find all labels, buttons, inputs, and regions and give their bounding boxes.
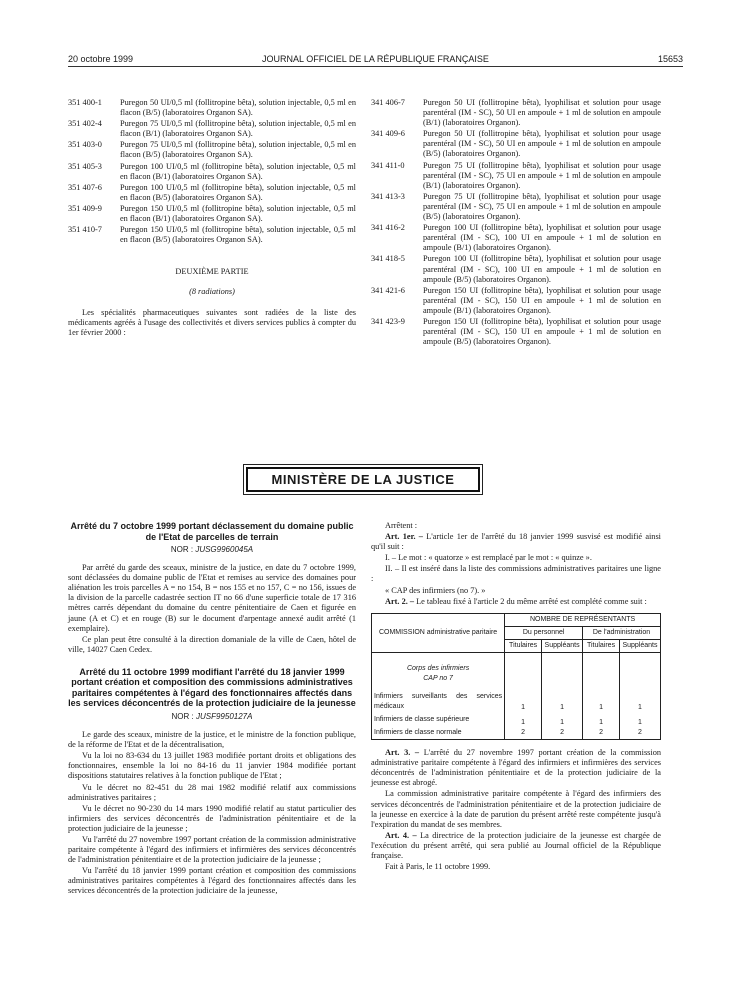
arrete2-paragraph: Le garde des sceaux, ministre de la justice, et le ministre de la fonction publique, de la réforme de l'Etat et de la décentralisation, bbox=[68, 730, 356, 750]
entry-code: 351 410-7 bbox=[68, 225, 102, 235]
article-label: Art. 3. – bbox=[385, 748, 420, 758]
entry-text: Puregon 150 UI/0,5 ml (follitropine bêta), solution injectable, 0,5 ml en flacon (B/1) (laboratoires Organon SA). bbox=[120, 203, 356, 224]
entry-code: 351 400-1 bbox=[68, 98, 102, 107]
entry-code: 341 421-6 bbox=[371, 285, 405, 295]
paragraph-cap: « CAP des infirmiers (no 7). » bbox=[385, 585, 486, 595]
medication-entry bbox=[371, 161, 661, 191]
partie-text: Les spécialités pharmaceutiques suivantes sont radiées de la liste des médicaments agréés à l'usage des collectivités et divers services publics à compter du 1er février 2000 : bbox=[68, 307, 356, 337]
page-number: 15653 bbox=[657, 54, 683, 64]
entry-code: 341 413-3 bbox=[371, 191, 405, 201]
medication-entry bbox=[68, 183, 356, 203]
article-3 bbox=[371, 748, 661, 788]
table-cell: 1 bbox=[599, 704, 603, 712]
medication-entry bbox=[371, 286, 661, 316]
medication-entry bbox=[371, 223, 661, 253]
left-entries-list bbox=[68, 98, 356, 245]
row-label: Infirmiers surveillants des services médicaux bbox=[374, 693, 503, 711]
article-label: Art. 2. – bbox=[385, 596, 415, 606]
paragraph-ii: II. – Il est inséré dans la liste des commissions administratives paritaires une ligne : bbox=[371, 564, 661, 584]
medication-entry bbox=[68, 225, 356, 245]
right-upper-column bbox=[371, 98, 661, 348]
medication-entry bbox=[68, 140, 356, 160]
article-label: Art. 1er. – bbox=[385, 532, 423, 542]
arrete2-paragraph: Vu l'arrêté du 27 novembre 1997 portant création de la commission administrative paritaire compétente à l'égard des infirmiers et infirmières des services déconcentrés de l'administration pénitentiaire et de la protection judiciaire de la jeunesse ; bbox=[68, 834, 356, 865]
commission-paragraph: La commission administrative paritaire compétente à l'égard des infirmiers des services déconcentrés de l'administration pénitentiaire et de la protection judiciaire de la jeunesse en exercice à la date de parution du présent arrêté reste compétente jusqu'à l'expiration du mandat de ses membres. bbox=[371, 789, 661, 829]
medication-entry bbox=[68, 204, 356, 224]
arrete2-title: Arrêté du 11 octobre 1999 modifiant l'arrêté du 18 janvier 1999 portant création et composition des commissions administratives paritaires compétentes à l'égard des fonctionnaires affectés dans les services déconcentrés de la protection judiciaire de la jeunesse bbox=[68, 666, 356, 709]
header-rule bbox=[68, 66, 683, 67]
entry-code: 341 406-7 bbox=[371, 98, 405, 107]
ministry-title: MINISTÈRE DE LA JUSTICE bbox=[246, 467, 480, 492]
entry-text: Puregon 75 UI/0,5 ml (follitropine bêta), solution injectable, 0,5 ml en flacon (B/1) (laboratoires Organon SA). bbox=[120, 119, 356, 139]
partie-subtitle: (8 radiations) bbox=[189, 287, 235, 297]
table-body-labels bbox=[372, 653, 505, 740]
entry-text: Puregon 75 UI/0,5 ml (follitropine bêta), solution injectable, 0,5 ml en flacon (B/5) (laboratoires Organon SA). bbox=[120, 140, 356, 160]
entry-code: 351 407-6 bbox=[68, 182, 102, 192]
entry-code: 351 403-0 bbox=[68, 140, 102, 150]
table-cell: 2 bbox=[560, 729, 565, 737]
article-text: La directrice de la protection judiciaire de la jeunesse est chargée de l'exécution du présent arrêté, qui sera publié au Journal officiel de la République française. bbox=[371, 830, 661, 860]
medication-entry bbox=[68, 162, 356, 182]
entry-text: Puregon 100 UI (follitropine bêta), lyophilisat et solution pour usage parentéral (IM - SC), 100 UI en ampoule + 1 ml de solution en ampoule (B/1) (laboratoires Organon). bbox=[423, 223, 661, 253]
left-upper-column bbox=[68, 98, 356, 339]
article-text: L'arrêté du 27 novembre 1997 portant création de la commission administrative paritaire compétente à l'égard des infirmiers et infirmières des services déconcentrés de l'administration pénitentiaire et de la protection judiciaire de la jeunesse est abrogé. bbox=[371, 748, 661, 788]
entry-text: Puregon 50 UI (follitropine bêta), lyophilisat et solution pour usage parentéral (IM - SC), 50 UI en ampoule + 1 ml de solution en ampoule (B/5) (laboratoires Organon). bbox=[423, 129, 661, 159]
entry-code: 351 405-3 bbox=[68, 161, 102, 171]
medication-entry bbox=[371, 98, 661, 128]
arrete1-paragraph: Ce plan peut être consulté à la direction domaniale de la ville de Caen, hôtel de ville, 14027 Caen Cedex. bbox=[68, 634, 356, 654]
entry-text: Puregon 150 UI (follitropine bêta), lyophilisat et solution pour usage parentéral (IM - SC), 150 UI en ampoule + 1 ml de solution en ampoule (B/5) (laboratoires Organon). bbox=[423, 316, 661, 347]
entry-code: 341 418-5 bbox=[371, 254, 405, 264]
header-date: 20 octobre 1999 bbox=[68, 54, 134, 64]
table-header-commission: COMMISSION administrative paritaire bbox=[372, 613, 505, 652]
right-entries-list bbox=[371, 98, 661, 347]
entry-text: Puregon 100 UI/0,5 ml (follitropine bêta), solution injectable, 0,5 ml en flacon (B/5) (laboratoires Organon SA). bbox=[120, 182, 356, 202]
ministry-banner bbox=[243, 464, 483, 495]
table-subheader-personnel: Du personnel bbox=[505, 626, 583, 639]
corps-title: Corps des infirmiers bbox=[406, 665, 470, 673]
partie-title: DEUXIÈME PARTIE bbox=[175, 267, 249, 277]
arretent: Arrêtent : bbox=[385, 521, 418, 530]
table-cell: 1 bbox=[599, 719, 603, 727]
journal-title: JOURNAL OFFICIEL DE LA RÉPUBLIQUE FRANÇAISE bbox=[262, 54, 489, 64]
table-cell: 1 bbox=[638, 704, 642, 712]
arrete2-paragraph: Vu le décret no 82-451 du 28 mai 1982 modifié relatif aux commissions administratives paritaires ; bbox=[68, 782, 356, 802]
arrete2-paragraph: Vu l'arrêté du 18 janvier 1999 portant création et composition des commissions administratives paritaires compétentes à l'égard des fonctionnaires affectés dans les services déconcentrés de la protection judiciaire de la jeunesse, bbox=[68, 866, 356, 896]
entry-text: Puregon 50 UI (follitropine bêta), lyophilisat et solution pour usage parentéral (IM - SC), 50 UI en ampoule + 1 ml de solution en ampoule (B/1) (laboratoires Organon). bbox=[423, 98, 661, 128]
table-header-titulaires: Titulaires bbox=[505, 639, 542, 652]
right-lower-column bbox=[371, 521, 661, 873]
table-header-suppleants: Suppléants bbox=[619, 639, 660, 652]
nor-code: JUSG9960045A bbox=[195, 545, 254, 554]
entry-code: 351 409-9 bbox=[68, 203, 102, 213]
table-cell: 1 bbox=[521, 704, 526, 712]
article-4 bbox=[371, 831, 661, 861]
entry-text: Puregon 50 UI/0,5 ml (follitropine bêta), solution injectable, 0,5 ml en flacon (B/5) (laboratoires Organon SA). bbox=[120, 98, 356, 118]
nor-code: JUSF9950127A bbox=[195, 711, 253, 721]
paragraph-i: I. – Le mot : « quatorze » est remplacé par le mot : « quinze ». bbox=[385, 553, 592, 563]
table-subheader-admin: De l'administration bbox=[583, 626, 661, 639]
medication-entry bbox=[68, 98, 356, 118]
article-label: Art. 4. – bbox=[385, 830, 417, 840]
arrete1-nor bbox=[68, 545, 356, 555]
row-label: Infirmiers de classe supérieure bbox=[374, 716, 470, 724]
table-col-values bbox=[505, 653, 542, 740]
entry-text: Puregon 100 UI/0,5 ml (follitropine bêta), solution injectable, 0,5 ml en flacon (B/1) (laboratoires Organon SA). bbox=[120, 161, 356, 181]
arrete1-paragraph: Par arrêté du garde des sceaux, ministre de la justice, en date du 7 octobre 1999, sont déclassées du domaine public de l'Etat et remises au service des domaines pour aliénation les trois parcelles A = no 154, B = nos 155 et no 157, C = no 156, issues de la division de la parcelle cadastrée section IT no 66 d'une superficie totale de 17 316 mètres carrés dépendant du domaine du centre pénitentiaire de Caen et figurée en jaune (A et C) et en rouge (B) sur le document d'arpentage annexé audit arrêté (1 exemplaire). bbox=[68, 563, 356, 633]
entry-code: 341 416-2 bbox=[371, 223, 405, 233]
table-col-values bbox=[583, 653, 620, 740]
table-cell: 2 bbox=[599, 729, 603, 737]
medication-entry bbox=[371, 129, 661, 159]
table-cell: 1 bbox=[638, 719, 642, 727]
medication-entry bbox=[371, 192, 661, 222]
table-cell: 1 bbox=[560, 704, 565, 712]
table-cell: 2 bbox=[638, 729, 642, 737]
entry-text: Puregon 150 UI/0,5 ml (follitropine bêta), solution injectable, 0,5 ml en flacon (B/5) (laboratoires Organon SA). bbox=[120, 225, 356, 245]
table-col-values bbox=[619, 653, 660, 740]
article-text: Le tableau fixé à l'article 2 du même arrêté est complété comme suit : bbox=[416, 596, 647, 606]
medication-entry bbox=[68, 119, 356, 139]
entry-code: 341 411-0 bbox=[371, 160, 405, 170]
article-2 bbox=[371, 597, 661, 607]
table-header-group: NOMBRE DE REPRÉSENTANTS bbox=[505, 613, 661, 626]
entry-text: Puregon 75 UI (follitropine bêta), lyophilisat et solution pour usage parentéral (IM - SC), 75 UI en ampoule + 1 ml de solution en ampoule (B/5) (laboratoires Organon). bbox=[423, 191, 661, 222]
entry-text: Puregon 75 UI (follitropine bêta), lyophilisat et solution pour usage parentéral (IM - SC), 75 UI en ampoule + 1 ml de solution en ampoule (B/1) (laboratoires Organon). bbox=[423, 160, 661, 190]
nor-label: NOR : bbox=[171, 711, 196, 721]
table-header-suppleants: Suppléants bbox=[542, 639, 583, 652]
entry-code: 341 423-9 bbox=[371, 316, 405, 326]
left-lower-column bbox=[68, 521, 356, 898]
medication-entry bbox=[371, 317, 661, 347]
table-col-values bbox=[542, 653, 583, 740]
entry-text: Puregon 100 UI (follitropine bêta), lyophilisat et solution pour usage parentéral (IM - SC), 100 UI en ampoule + 1 ml de solution en ampoule (B/5) (laboratoires Organon). bbox=[423, 254, 661, 284]
signature-line: Fait à Paris, le 11 octobre 1999. bbox=[385, 862, 491, 872]
row-label: Infirmiers de classe normale bbox=[374, 729, 462, 737]
corps-cap: CAP no 7 bbox=[423, 675, 453, 683]
entry-text: Puregon 150 UI (follitropine bêta), lyophilisat et solution pour usage parentéral (IM - SC), 150 UI en ampoule + 1 ml de solution en ampoule (B/1) (laboratoires Organon). bbox=[423, 285, 661, 315]
arrete2-nor bbox=[68, 712, 356, 722]
arrete2-paragraph: Vu la loi no 83-634 du 13 juillet 1983 modifiée portant droits et obligations des fonctionnaires, ensemble la loi no 84-16 du 11 janvier 1984 modifiée portant dispositions statutaires relatives à la fonction publique de l'Etat ; bbox=[68, 751, 356, 781]
entry-code: 341 409-6 bbox=[371, 129, 405, 139]
arrete2-paragraph: Vu le décret no 90-230 du 14 mars 1990 modifié relatif au statut particulier des infirmiers des services déconcentrés de l'administration pénitentiaire et de la protection judiciaire de la jeunesse ; bbox=[68, 803, 356, 833]
article-text: L'article 1er de l'arrêté du 18 janvier 1999 susvisé est modifié ainsi qu'il suit : bbox=[371, 532, 661, 552]
entry-code: 351 402-4 bbox=[68, 119, 102, 129]
arrete1-title: Arrêté du 7 octobre 1999 portant déclassement du domaine public de l'Etat de parcelles de terrain bbox=[70, 521, 354, 542]
article-1 bbox=[371, 532, 661, 552]
table-cell: 1 bbox=[521, 719, 526, 727]
representatives-table bbox=[371, 613, 661, 740]
medication-entry bbox=[371, 254, 661, 284]
table-cell: 2 bbox=[521, 729, 526, 737]
table-header-titulaires: Titulaires bbox=[583, 639, 620, 652]
table-cell: 1 bbox=[560, 719, 565, 727]
nor-label: NOR : bbox=[170, 545, 196, 554]
